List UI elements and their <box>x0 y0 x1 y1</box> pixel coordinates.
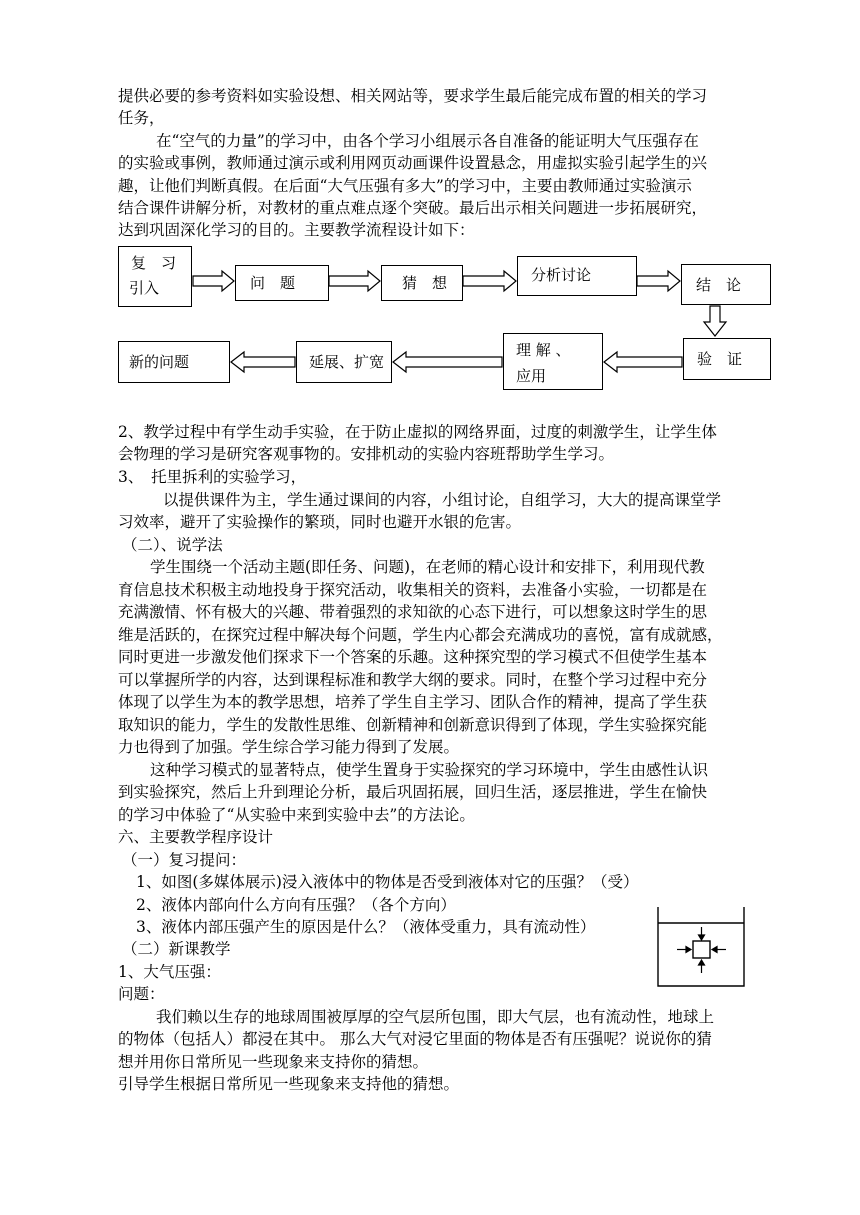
text-line: 体现了以学生为本的教学思想，培养了学生自主学习、团队合作的精神，提高了学生获 <box>118 693 708 711</box>
text-line: 趣，让他们判断真假。在后面“大气压强有多大”的学习中，主要由教师通过实验演示 <box>118 177 692 195</box>
flow-box-label: 验 证 <box>697 350 743 368</box>
text-line: 以提供课件为主，学生通过课间的内容，小组讨论，自组学习，大大的提高课堂学 <box>163 491 722 509</box>
flow-box-label: 结 论 <box>696 276 742 294</box>
text-line: 同时更进一步激发他们探求下一个答案的乐趣。这种探究型的学习模式不但使学生基本 <box>118 648 708 666</box>
text-line: 维是活跃的，在探究过程中解决每个问题，学生内心都会充满成功的喜悦，富有成就感， <box>118 626 723 644</box>
text-line: 可以掌握所学的内容，达到课程标准和教学大纲的要求。同时，在整个学习过程中充分 <box>118 671 708 689</box>
flow-box-label: 复 习 <box>131 254 177 272</box>
flow-box-question <box>235 265 329 301</box>
problem-label: 问题： <box>118 985 165 1003</box>
text-line: 到实验探究，然后上升到理论分析，最后巩固拓展，回归生活，逐层推进，学生在愉快 <box>118 783 708 801</box>
text-line: 学生围绕一个活动主题(即任务、问题)，在老师的精心设计和安排下，利用现代教 <box>150 558 705 576</box>
text-line: 的物体（包括人）都浸在其中。 那么大气对浸它里面的物体是否有压强呢？说说你的猜 <box>118 1030 712 1048</box>
flow-box-extend <box>296 341 392 383</box>
question-item: 1、如图(多媒体展示)浸入液体中的物体是否受到液体对它的压强？（受） <box>136 873 639 891</box>
flow-box-label: 延展、扩宽 <box>309 353 385 371</box>
text-line: 2、教学过程中有学生动手实验，在于防止虚拟的网络界面，过度的刺激学生，让学生体 <box>118 423 717 441</box>
text-line: 这种学习模式的显著特点，使学生置身于实验探究的学习环境中，学生由感性认识 <box>150 761 709 779</box>
text-line: 力也得到了加强。学生综合学习能力得到了发展。 <box>118 738 460 756</box>
section-heading: 六、主要教学程序设计 <box>118 828 274 846</box>
arrow-left-icon <box>393 352 502 372</box>
subsection-heading: （一）复习提问： <box>122 851 247 869</box>
text-line: 育信息技术积极主动地投身于探究活动，收集相关的资料，去准备小实验，一切都是在 <box>118 581 708 599</box>
flow-box-analysis <box>517 256 637 296</box>
text-line: 的实验或事例，教师通过演示或利用网页动画课件设置悬念，用虚拟实验引起学生的兴 <box>118 154 708 172</box>
arrow-right-icon <box>463 271 516 291</box>
arrow-down-icon <box>704 306 726 336</box>
arrow-right-icon <box>193 271 234 291</box>
flow-box-label: 应用 <box>516 367 547 385</box>
subsection-heading: （二）新课教学 <box>122 940 231 958</box>
flow-box-label: 分析讨论 <box>531 266 592 284</box>
text-line: 引导学生根据日常所见一些现象来支持他的猜想。 <box>118 1075 460 1093</box>
section-heading: （二）、说学法 <box>122 536 223 554</box>
flow-box-label: 新的问题 <box>129 353 190 371</box>
text-line: 习效率，避开了实验操作的繁琐，同时也避开水银的危害。 <box>118 513 522 531</box>
flow-box-conclusion <box>681 264 771 305</box>
flow-box-label: 理 解 、 <box>516 341 571 359</box>
text-line: 会物理的学习是研究客观事物的。安排机动的实验内容班帮助学生学习。 <box>118 445 615 463</box>
text-line: 在“空气的力量”的学习中，由各个学习小组展示各自准备的能证明大气压强存在 <box>156 132 699 150</box>
flow-box-label: 猜 想 <box>402 274 448 292</box>
text-line: 的学习中体验了“从实验中来到实验中去”的方法论。 <box>118 806 475 824</box>
arrow-right-icon <box>329 271 380 291</box>
liquid-pressure-figure <box>656 905 746 988</box>
flow-box-guess <box>381 265 463 301</box>
text-line: 想并用你日常所见一些现象来支持你的猜想。 <box>118 1053 429 1071</box>
text-line: 结合课件讲解分析，对教材的重点难点逐个突破。最后出示相关问题进一步拓展研究， <box>118 199 708 217</box>
flow-box-label: 引入 <box>129 279 160 297</box>
flow-box-label: 问 题 <box>250 274 296 292</box>
text-line: 我们赖以生存的地球周围被厚厚的空气层所包围，即大气层，也有流动性，地球上 <box>156 1008 715 1026</box>
container-icon <box>658 907 744 986</box>
text-line: 达到巩固深化学习的目的。主要教学流程设计如下： <box>118 221 475 239</box>
arrow-left-icon <box>231 352 295 372</box>
arrow-left-icon <box>604 352 682 372</box>
text-line: 取知识的能力，学生的发散性思维、创新精神和创新意识得到了体现，学生实验探究能 <box>118 716 708 734</box>
text-line: 提供必要的参考资料如实验设想、相关网站等，要求学生最后能完成布置的相关的学习 <box>118 87 708 105</box>
question-item: 2、液体内部向什么方向有压强？（各个方向） <box>136 896 456 914</box>
flow-box-apply <box>503 333 603 390</box>
flow-box-review <box>118 246 192 307</box>
item-heading: 3、 托里拆利的实验学习， <box>118 468 307 486</box>
text-line: 任务， <box>118 109 165 127</box>
flow-box-verify <box>683 338 771 380</box>
flow-box-new-question <box>118 341 230 383</box>
question-item: 3、液体内部压强产生的原因是什么？（液体受重力，具有流动性） <box>136 918 596 936</box>
topic-heading: 1、大气压强： <box>118 963 221 981</box>
pressure-arrows-icon <box>677 927 726 973</box>
immersed-object-icon <box>693 941 710 958</box>
arrow-right-icon <box>637 271 680 291</box>
text-line: 充满激情、怀有极大的兴趣、带着强烈的求知欲的心态下进行，可以想象这时学生的思 <box>118 603 708 621</box>
